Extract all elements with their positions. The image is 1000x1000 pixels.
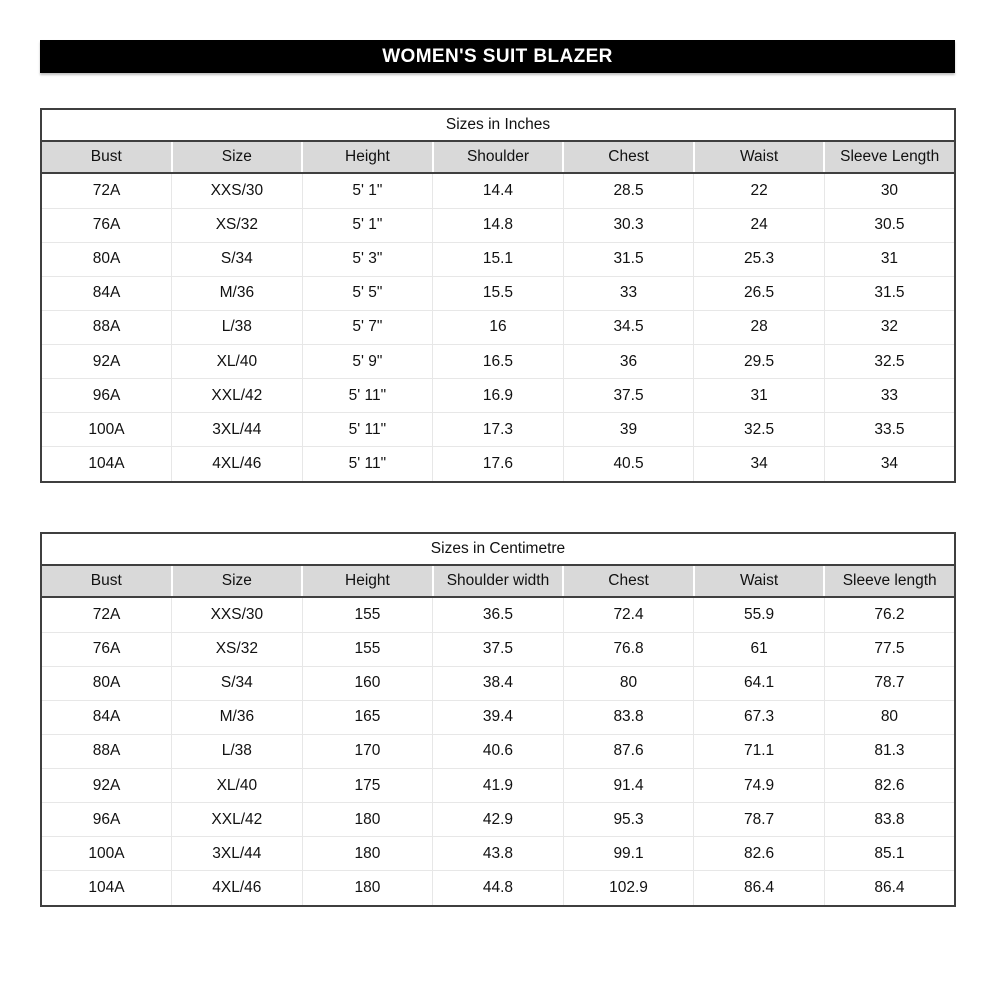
- table-cell: 165: [302, 700, 433, 734]
- table-cell: 37.5: [433, 632, 564, 666]
- table-cell: 86.4: [824, 871, 955, 906]
- product-title-banner: [40, 40, 955, 73]
- table-row: [41, 413, 955, 447]
- column-header: Chest: [563, 565, 694, 597]
- table-cell: 17.3: [433, 413, 564, 447]
- table-row: [41, 173, 955, 208]
- table-cell: 170: [302, 734, 433, 768]
- table-cell: 40.6: [433, 734, 564, 768]
- table-cell: 38.4: [433, 666, 564, 700]
- table-row: [41, 276, 955, 310]
- table-cell: 84A: [41, 700, 172, 734]
- table-cell: 5' 7": [302, 310, 433, 344]
- table-cell: 80A: [41, 666, 172, 700]
- table-cell: XXS/30: [172, 597, 303, 632]
- table-title-row: [41, 109, 955, 141]
- table-cell: 32: [824, 310, 955, 344]
- table-cell: 28: [694, 310, 825, 344]
- table-cell: 84A: [41, 276, 172, 310]
- table-cell: 33: [563, 276, 694, 310]
- table-cell: 80: [563, 666, 694, 700]
- column-header: Size: [172, 565, 303, 597]
- table-cell: 67.3: [694, 700, 825, 734]
- table-cell: 83.8: [824, 803, 955, 837]
- table-cell: 32.5: [824, 345, 955, 379]
- table-title: Sizes in Centimetre: [41, 533, 955, 565]
- table-cell: M/36: [172, 276, 303, 310]
- table-row: [41, 345, 955, 379]
- table-cell: 76A: [41, 632, 172, 666]
- table-cell: 3XL/44: [172, 413, 303, 447]
- table-cell: 72.4: [563, 597, 694, 632]
- table-cell: 28.5: [563, 173, 694, 208]
- table-cell: S/34: [172, 666, 303, 700]
- table-cell: 36.5: [433, 597, 564, 632]
- table-cell: 39: [563, 413, 694, 447]
- table-cell: 26.5: [694, 276, 825, 310]
- table-cell: 40.5: [563, 447, 694, 482]
- table-cell: 86.4: [694, 871, 825, 906]
- table-cell: 175: [302, 769, 433, 803]
- table-cell: 4XL/46: [172, 447, 303, 482]
- table-cell: 96A: [41, 379, 172, 413]
- table-cell: 80A: [41, 242, 172, 276]
- table-cell: L/38: [172, 310, 303, 344]
- table-cell: 91.4: [563, 769, 694, 803]
- table-cell: 100A: [41, 837, 172, 871]
- table-cell: 33.5: [824, 413, 955, 447]
- table-cell: 42.9: [433, 803, 564, 837]
- table-cell: 22: [694, 173, 825, 208]
- table-cell: 82.6: [824, 769, 955, 803]
- table-cell: 5' 11": [302, 447, 433, 482]
- table-cell: 81.3: [824, 734, 955, 768]
- table-cell: 5' 11": [302, 379, 433, 413]
- table-cell: 34: [824, 447, 955, 482]
- table-row: [41, 597, 955, 632]
- table-row: [41, 379, 955, 413]
- table-cell: 31.5: [824, 276, 955, 310]
- column-header: Sleeve Length: [824, 141, 955, 173]
- table-cell: 30.5: [824, 208, 955, 242]
- table-cell: M/36: [172, 700, 303, 734]
- table-cell: 96A: [41, 803, 172, 837]
- table-cell: 74.9: [694, 769, 825, 803]
- table-cell: 92A: [41, 769, 172, 803]
- table-cell: XL/40: [172, 345, 303, 379]
- table-cell: 82.6: [694, 837, 825, 871]
- table-cell: 30: [824, 173, 955, 208]
- table-cell: 15.1: [433, 242, 564, 276]
- table-cell: 44.8: [433, 871, 564, 906]
- table-cell: 24: [694, 208, 825, 242]
- table-cell: L/38: [172, 734, 303, 768]
- table-cell: XS/32: [172, 632, 303, 666]
- table-cell: 14.8: [433, 208, 564, 242]
- column-header: Waist: [694, 141, 825, 173]
- table-cell: 180: [302, 871, 433, 906]
- table-cell: XL/40: [172, 769, 303, 803]
- table-cell: 88A: [41, 734, 172, 768]
- table-cell: 64.1: [694, 666, 825, 700]
- table-header-row: [41, 141, 955, 173]
- table-cell: 4XL/46: [172, 871, 303, 906]
- table-cell: 43.8: [433, 837, 564, 871]
- table-cell: 72A: [41, 173, 172, 208]
- table-cell: 16: [433, 310, 564, 344]
- table-cell: 99.1: [563, 837, 694, 871]
- table-cell: 31: [824, 242, 955, 276]
- table-cell: 77.5: [824, 632, 955, 666]
- table-cell: 37.5: [563, 379, 694, 413]
- table-cell: 36: [563, 345, 694, 379]
- table-row: [41, 769, 955, 803]
- table-cell: 72A: [41, 597, 172, 632]
- column-header: Shoulder: [433, 141, 564, 173]
- table-cell: 100A: [41, 413, 172, 447]
- table-cell: XS/32: [172, 208, 303, 242]
- table-row: [41, 632, 955, 666]
- table-cell: 5' 1": [302, 173, 433, 208]
- table-cell: 104A: [41, 447, 172, 482]
- table-cell: 31.5: [563, 242, 694, 276]
- table-cell: 55.9: [694, 597, 825, 632]
- column-header: Bust: [41, 565, 172, 597]
- table-cell: 5' 1": [302, 208, 433, 242]
- table-row: [41, 447, 955, 482]
- table-row: [41, 803, 955, 837]
- table-row: [41, 871, 955, 906]
- table-cell: 76A: [41, 208, 172, 242]
- table-cell: 5' 5": [302, 276, 433, 310]
- table-cell: 180: [302, 803, 433, 837]
- table-row: [41, 208, 955, 242]
- table-title-row: [41, 533, 955, 565]
- table-cell: 34.5: [563, 310, 694, 344]
- table-cell: 34: [694, 447, 825, 482]
- inches-size-table: [40, 108, 956, 483]
- table-row: [41, 734, 955, 768]
- table-cell: 5' 11": [302, 413, 433, 447]
- table-row: [41, 837, 955, 871]
- table-cell: 102.9: [563, 871, 694, 906]
- table-cell: XXL/42: [172, 379, 303, 413]
- table-row: [41, 310, 955, 344]
- table-cell: 85.1: [824, 837, 955, 871]
- column-header: Sleeve length: [824, 565, 955, 597]
- table-cell: 155: [302, 597, 433, 632]
- table-cell: 92A: [41, 345, 172, 379]
- column-header: Height: [302, 565, 433, 597]
- table-cell: 32.5: [694, 413, 825, 447]
- table-cell: XXL/42: [172, 803, 303, 837]
- table-cell: 16.5: [433, 345, 564, 379]
- column-header: Bust: [41, 141, 172, 173]
- table-cell: 95.3: [563, 803, 694, 837]
- table-header-row: [41, 565, 955, 597]
- table-row: [41, 700, 955, 734]
- table-cell: 25.3: [694, 242, 825, 276]
- table-cell: 87.6: [563, 734, 694, 768]
- table-cell: 5' 3": [302, 242, 433, 276]
- column-header: Shoulder width: [433, 565, 564, 597]
- table-cell: 16.9: [433, 379, 564, 413]
- table-cell: 76.2: [824, 597, 955, 632]
- inches-table-section: [40, 108, 956, 483]
- table-cell: 180: [302, 837, 433, 871]
- table-row: [41, 666, 955, 700]
- table-cell: 5' 9": [302, 345, 433, 379]
- table-cell: 80: [824, 700, 955, 734]
- centimetre-size-table: [40, 532, 956, 907]
- product-title: WOMEN'S SUIT BLAZER: [382, 45, 613, 67]
- table-cell: 104A: [41, 871, 172, 906]
- centimetre-table-section: [40, 532, 956, 907]
- table-cell: XXS/30: [172, 173, 303, 208]
- table-cell: 39.4: [433, 700, 564, 734]
- table-cell: 78.7: [694, 803, 825, 837]
- table-cell: 88A: [41, 310, 172, 344]
- table-cell: 71.1: [694, 734, 825, 768]
- table-cell: S/34: [172, 242, 303, 276]
- table-cell: 14.4: [433, 173, 564, 208]
- table-cell: 83.8: [563, 700, 694, 734]
- table-title: Sizes in Inches: [41, 109, 955, 141]
- table-cell: 61: [694, 632, 825, 666]
- table-cell: 17.6: [433, 447, 564, 482]
- table-cell: 30.3: [563, 208, 694, 242]
- column-header: Chest: [563, 141, 694, 173]
- table-cell: 41.9: [433, 769, 564, 803]
- table-cell: 78.7: [824, 666, 955, 700]
- table-cell: 31: [694, 379, 825, 413]
- table-cell: 29.5: [694, 345, 825, 379]
- table-cell: 160: [302, 666, 433, 700]
- column-header: Waist: [694, 565, 825, 597]
- column-header: Height: [302, 141, 433, 173]
- table-cell: 76.8: [563, 632, 694, 666]
- table-cell: 3XL/44: [172, 837, 303, 871]
- table-cell: 155: [302, 632, 433, 666]
- column-header: Size: [172, 141, 303, 173]
- table-row: [41, 242, 955, 276]
- table-cell: 33: [824, 379, 955, 413]
- table-cell: 15.5: [433, 276, 564, 310]
